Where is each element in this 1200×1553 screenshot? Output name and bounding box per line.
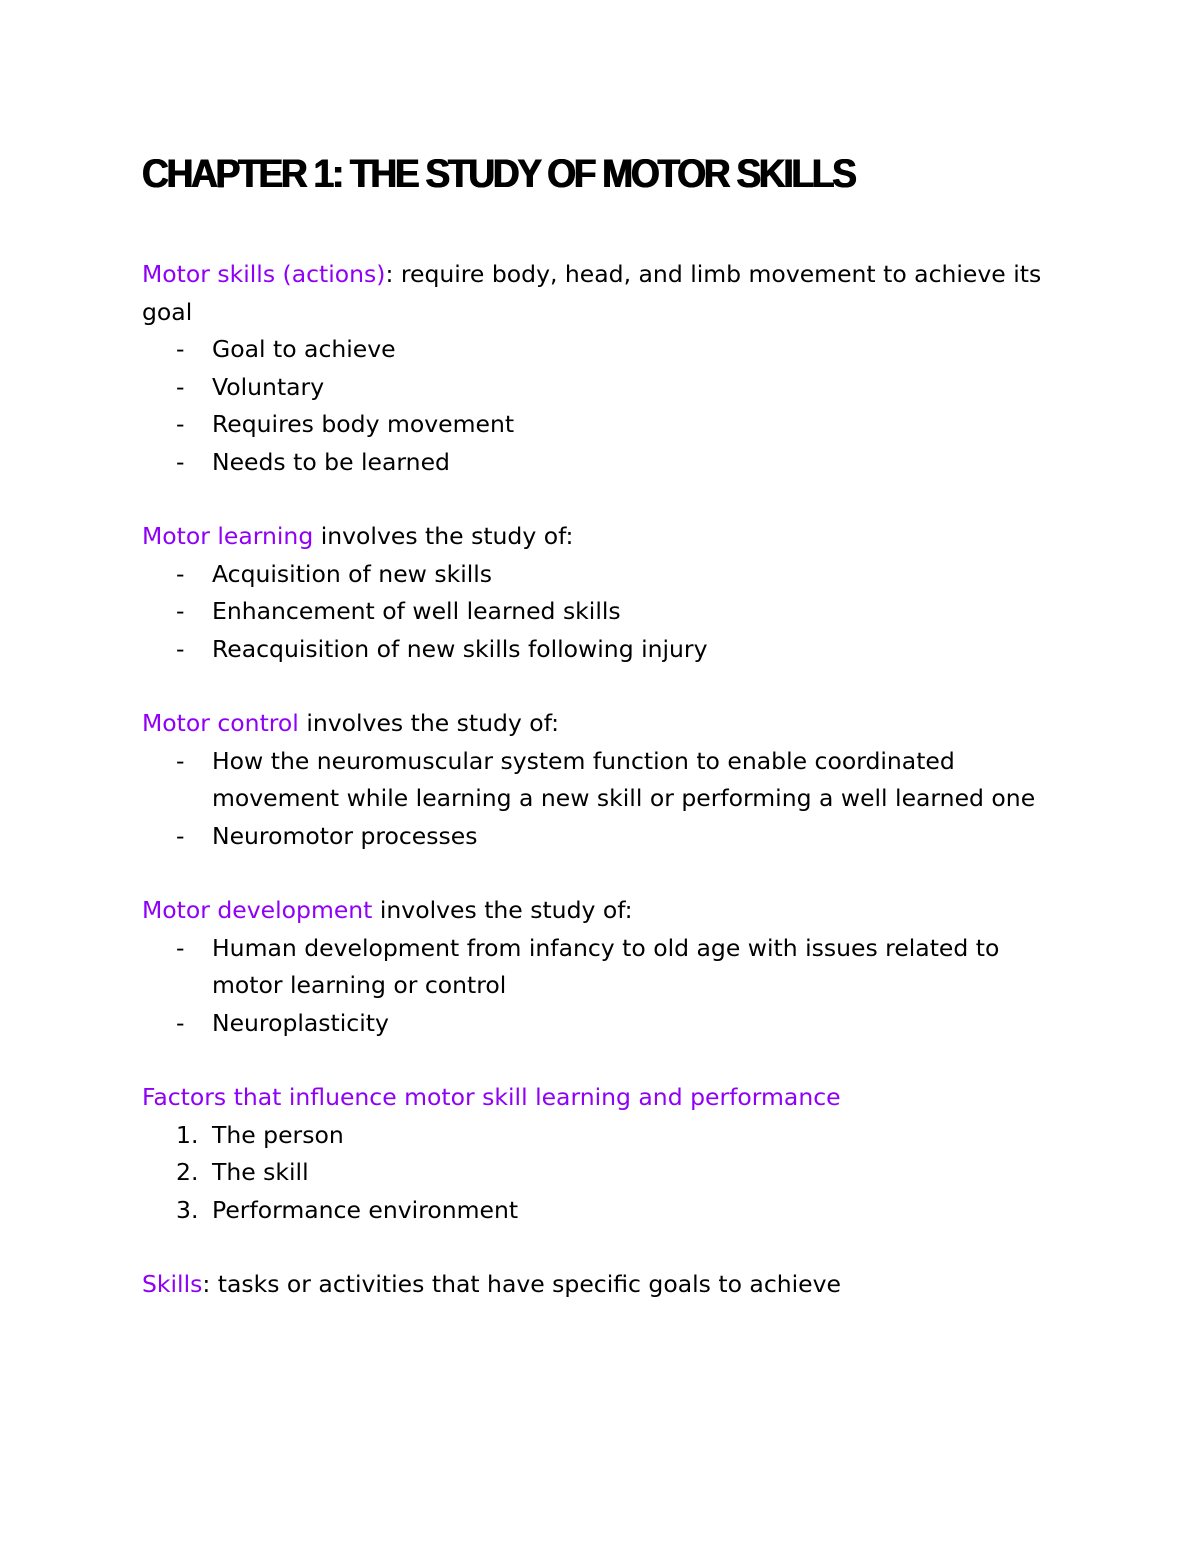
dash-bullet: -: [176, 933, 185, 962]
list-item: [142, 556, 1072, 594]
list-item: [142, 593, 1072, 631]
bullet-list: [142, 556, 1072, 669]
list-number: 1.: [176, 1120, 199, 1149]
list-item-text: Requires body movement: [212, 410, 515, 438]
dash-bullet: -: [176, 447, 185, 476]
term-motor-development: Motor development: [142, 896, 373, 924]
bullet-list: [142, 743, 1072, 856]
list-item-text: The skill: [212, 1158, 309, 1186]
bullet-list: [142, 930, 1072, 1043]
definition-line: [142, 1266, 1072, 1304]
list-item-text: Acquisition of new skills: [212, 559, 493, 588]
list-item-text: Voluntary: [212, 372, 325, 401]
dash-bullet: -: [176, 597, 185, 625]
term-skills: Skills: [142, 1270, 203, 1298]
list-item: [142, 1005, 1072, 1043]
dash-bullet: -: [176, 821, 185, 850]
dash-bullet: -: [176, 559, 185, 588]
section-factors: [142, 1079, 1072, 1229]
dash-bullet: -: [176, 410, 185, 438]
list-number: 2.: [176, 1158, 199, 1186]
list-item: [142, 369, 1072, 407]
section-motor-skills: [142, 256, 1072, 481]
definition-text: : tasks or activities that have specific goals to achieve: [202, 1270, 842, 1298]
section-motor-control: [142, 705, 1072, 855]
list-item: [142, 1117, 1072, 1155]
list-item: [142, 1154, 1072, 1192]
term-factors: Factors that influence motor skill learning and performance: [142, 1083, 841, 1111]
list-item-text: Reacquisition of new skills following injury: [212, 634, 708, 663]
list-item-text: Neuroplasticity: [212, 1008, 389, 1037]
list-item: [142, 930, 1072, 1005]
dash-bullet: -: [176, 746, 185, 775]
list-item-text: Neuromotor processes: [212, 821, 478, 850]
page-title: CHAPTER 1: THE STUDY OF MOTOR SKILLS: [142, 152, 855, 196]
list-item: [142, 406, 1072, 444]
numbered-list: [142, 1117, 1072, 1230]
definition-line: [142, 518, 1072, 556]
term-motor-learning: Motor learning: [142, 522, 314, 550]
list-item: [142, 444, 1072, 482]
heading-line: [142, 1079, 1072, 1117]
section-motor-learning: [142, 518, 1072, 668]
dash-bullet: -: [176, 372, 185, 401]
list-item: [142, 743, 1072, 818]
section-skills: [142, 1266, 1072, 1304]
list-item: [142, 331, 1072, 369]
definition-line: [142, 892, 1072, 930]
bullet-list: [142, 331, 1072, 481]
list-item-text: Human development from infancy to old age with issues related to motor learning or control: [212, 933, 1000, 999]
dash-bullet: -: [176, 335, 185, 363]
definition-text: involves the study of:: [298, 709, 560, 737]
definition-line: [142, 256, 1072, 331]
list-item-text: Performance environment: [212, 1195, 519, 1224]
section-motor-development: [142, 892, 1072, 1042]
definition-text: involves the study of:: [313, 522, 574, 550]
list-item-text: Enhancement of well learned skills: [212, 597, 621, 625]
list-item: [142, 631, 1072, 669]
list-number: 3.: [176, 1195, 199, 1224]
list-item-text: Goal to achieve: [212, 335, 396, 363]
definition-text: involves the study of:: [372, 896, 633, 924]
dash-bullet: -: [176, 1008, 185, 1037]
document-page: [142, 140, 1072, 1304]
list-item-text: Needs to be learned: [212, 447, 450, 476]
definition-text: : require body, head, and limb movement to achieve its goal: [142, 260, 1042, 326]
list-item-text: How the neuromuscular system function to enable coordinated movement while learning a new skill or performing a well learned one: [212, 746, 1036, 812]
list-item-text: The person: [212, 1120, 344, 1149]
term-motor-control: Motor control: [142, 709, 299, 737]
list-item: [142, 818, 1072, 856]
list-item: [142, 1192, 1072, 1230]
definition-line: [142, 705, 1072, 743]
term-motor-skills: Motor skills (actions): [142, 260, 386, 288]
dash-bullet: -: [176, 634, 185, 663]
